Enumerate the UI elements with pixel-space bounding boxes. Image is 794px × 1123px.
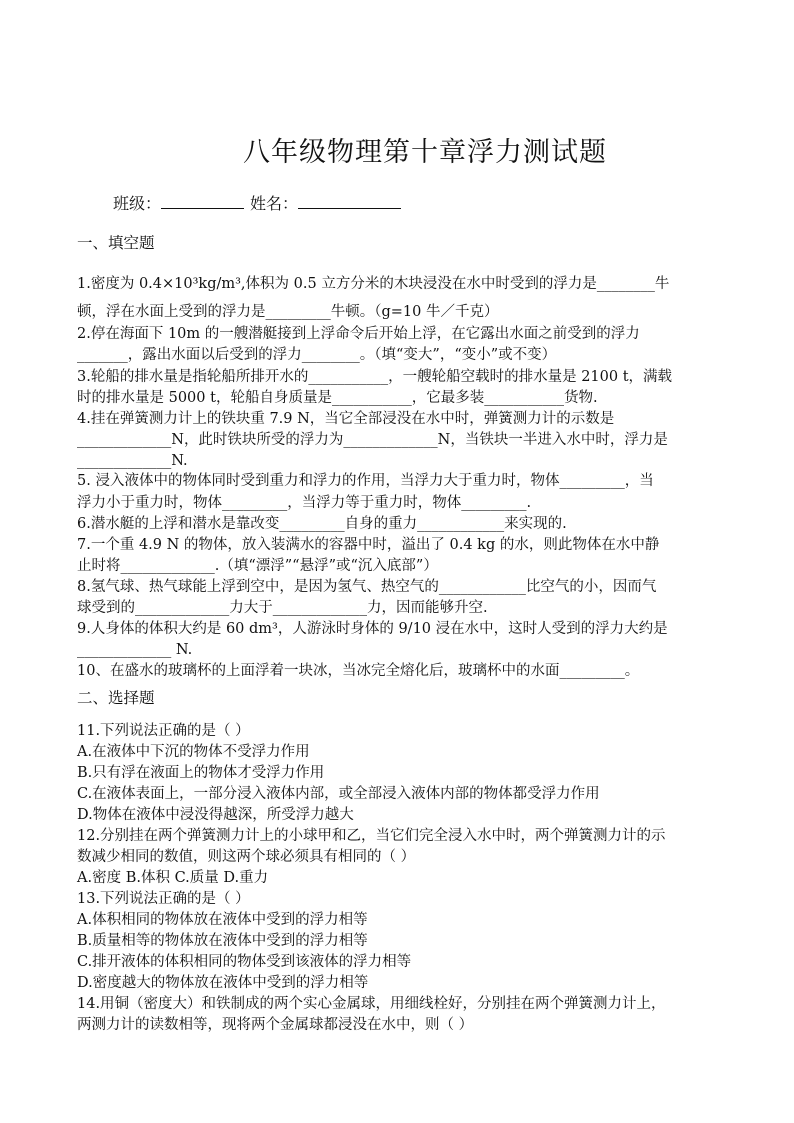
option-line: C.排开液体的体积相同的物体受到该液体的浮力相等 (77, 954, 412, 970)
question-line: 顿，浮在水面上受到的浮力是_________牛顿。（g=10 牛／千克） (77, 304, 499, 320)
name-blank[interactable] (298, 192, 401, 209)
question-line: 2.停在海面下 10m 的一艘潜艇接到上浮命令后开始上浮，在它露出水面之前受到的浮力 (77, 326, 640, 342)
option-line: A.体积相同的物体放在液体中受到的浮力相等 (77, 912, 368, 928)
section-heading-multiple-choice: 二、选择题 (77, 689, 155, 707)
question-line: 9.人身体的体积大约是 60 dm³，人游泳时身体的 9/10 浸在水中，这时人受到的浮力大约是 (77, 621, 668, 637)
question-line: _______，露出水面以后受到的浮力________。（填“变大”，“变小”或不变） (77, 347, 557, 363)
question-line: 时的排水量是 5000 t，轮船自身质量是___________，它最多装___________货物. (77, 390, 598, 406)
question-line: 12.分别挂在两个弹簧测力计上的小球甲和乙，当它们完全浸入水中时，两个弹簧测力计的示 (77, 828, 666, 844)
class-blank[interactable] (161, 192, 244, 209)
option-line: D.物体在液体中浸没得越深，所受浮力越大 (77, 807, 354, 823)
option-line: A.在液体中下沉的物体不受浮力作用 (77, 744, 310, 760)
option-line: B.只有浮在液面上的物体才受浮力作用 (77, 765, 325, 781)
question-line: _____________N，此时铁块所受的浮力为_____________N，当铁块一半进入水中时，浮力是 (77, 432, 668, 448)
class-label: 班级： (113, 194, 162, 213)
question-line: 8.氢气球、热气球能上浮到空中，是因为氢气、热空气的____________比空气的小，因而气 (77, 579, 657, 595)
question-line: 14.用铜（密度大）和铁制成的两个实心金属球，用细线栓好，分别挂在两个弹簧测力计上， (77, 996, 666, 1012)
question-line: 10、在盛水的玻璃杯的上面浮着一块冰，当冰完全熔化后，玻璃杯中的水面_________。 (77, 663, 640, 679)
question-line: 7.一个重 4.9 N 的物体，放入装满水的容器中时，溢出了 0.4 kg 的水，则此物体在水中静 (77, 537, 660, 553)
name-label: 姓名： (250, 194, 299, 213)
question-line: _____________N. (77, 453, 188, 469)
question-line: 13.下列说法正确的是（ ） (77, 891, 250, 907)
option-line: C.在液体表面上，一部分浸入液体内部，或全部浸入液体内部的物体都受浮力作用 (77, 786, 600, 802)
question-line: 浮力小于重力时，物体_________，当浮力等于重力时，物体_________. (77, 495, 532, 511)
question-line: 数减少相同的数值，则这两个球必须具有相同的（ ） (77, 849, 416, 865)
question-line: _____________ N. (77, 642, 193, 658)
question-line: 6.潜水艇的上浮和潜水是靠改变_________自身的重力____________来实现的. (77, 516, 567, 532)
question-line: 4.挂在弹簧测力计上的铁块重 7.9 N，当它全部浸没在水中时，弹簧测力计的示数是 (77, 411, 615, 427)
section-heading-fill-blank: 一、填空题 (77, 234, 155, 252)
option-line: A.密度 B.体积 C.质量 D.重力 (77, 870, 269, 886)
question-line: 5. 浸入液体中的物体同时受到重力和浮力的作用，当浮力大于重力时，物体_________，当 (77, 473, 654, 489)
question-line: 球受到的_____________力大于_____________力，因而能够升空. (77, 600, 488, 616)
option-line: B.质量相等的物体放在液体中受到的浮力相等 (77, 933, 368, 949)
class-name-row (113, 191, 401, 214)
question-line: 止时将_____________.（填“漂浮”“悬浮”或“沉入底部”） (77, 558, 438, 574)
question-line: 1.密度为 0.4×10³kg/m³,体积为 0.5 立方分米的木块浸没在水中时受到的浮力是________牛 (77, 276, 670, 292)
question-line: 两测力计的读数相等，现将两个金属球都浸没在水中，则（ ） (77, 1017, 474, 1033)
question-line: 3.轮船的排水量是指轮船所排开水的___________，一艘轮船空载时的排水量是 2100 t，满载 (77, 369, 673, 385)
page-title: 八年级物理第十章浮力测试题 (243, 137, 607, 168)
option-line: D.密度越大的物体放在液体中受到的浮力相等 (77, 975, 369, 991)
question-line: 11.下列说法正确的是（ ） (77, 723, 250, 739)
